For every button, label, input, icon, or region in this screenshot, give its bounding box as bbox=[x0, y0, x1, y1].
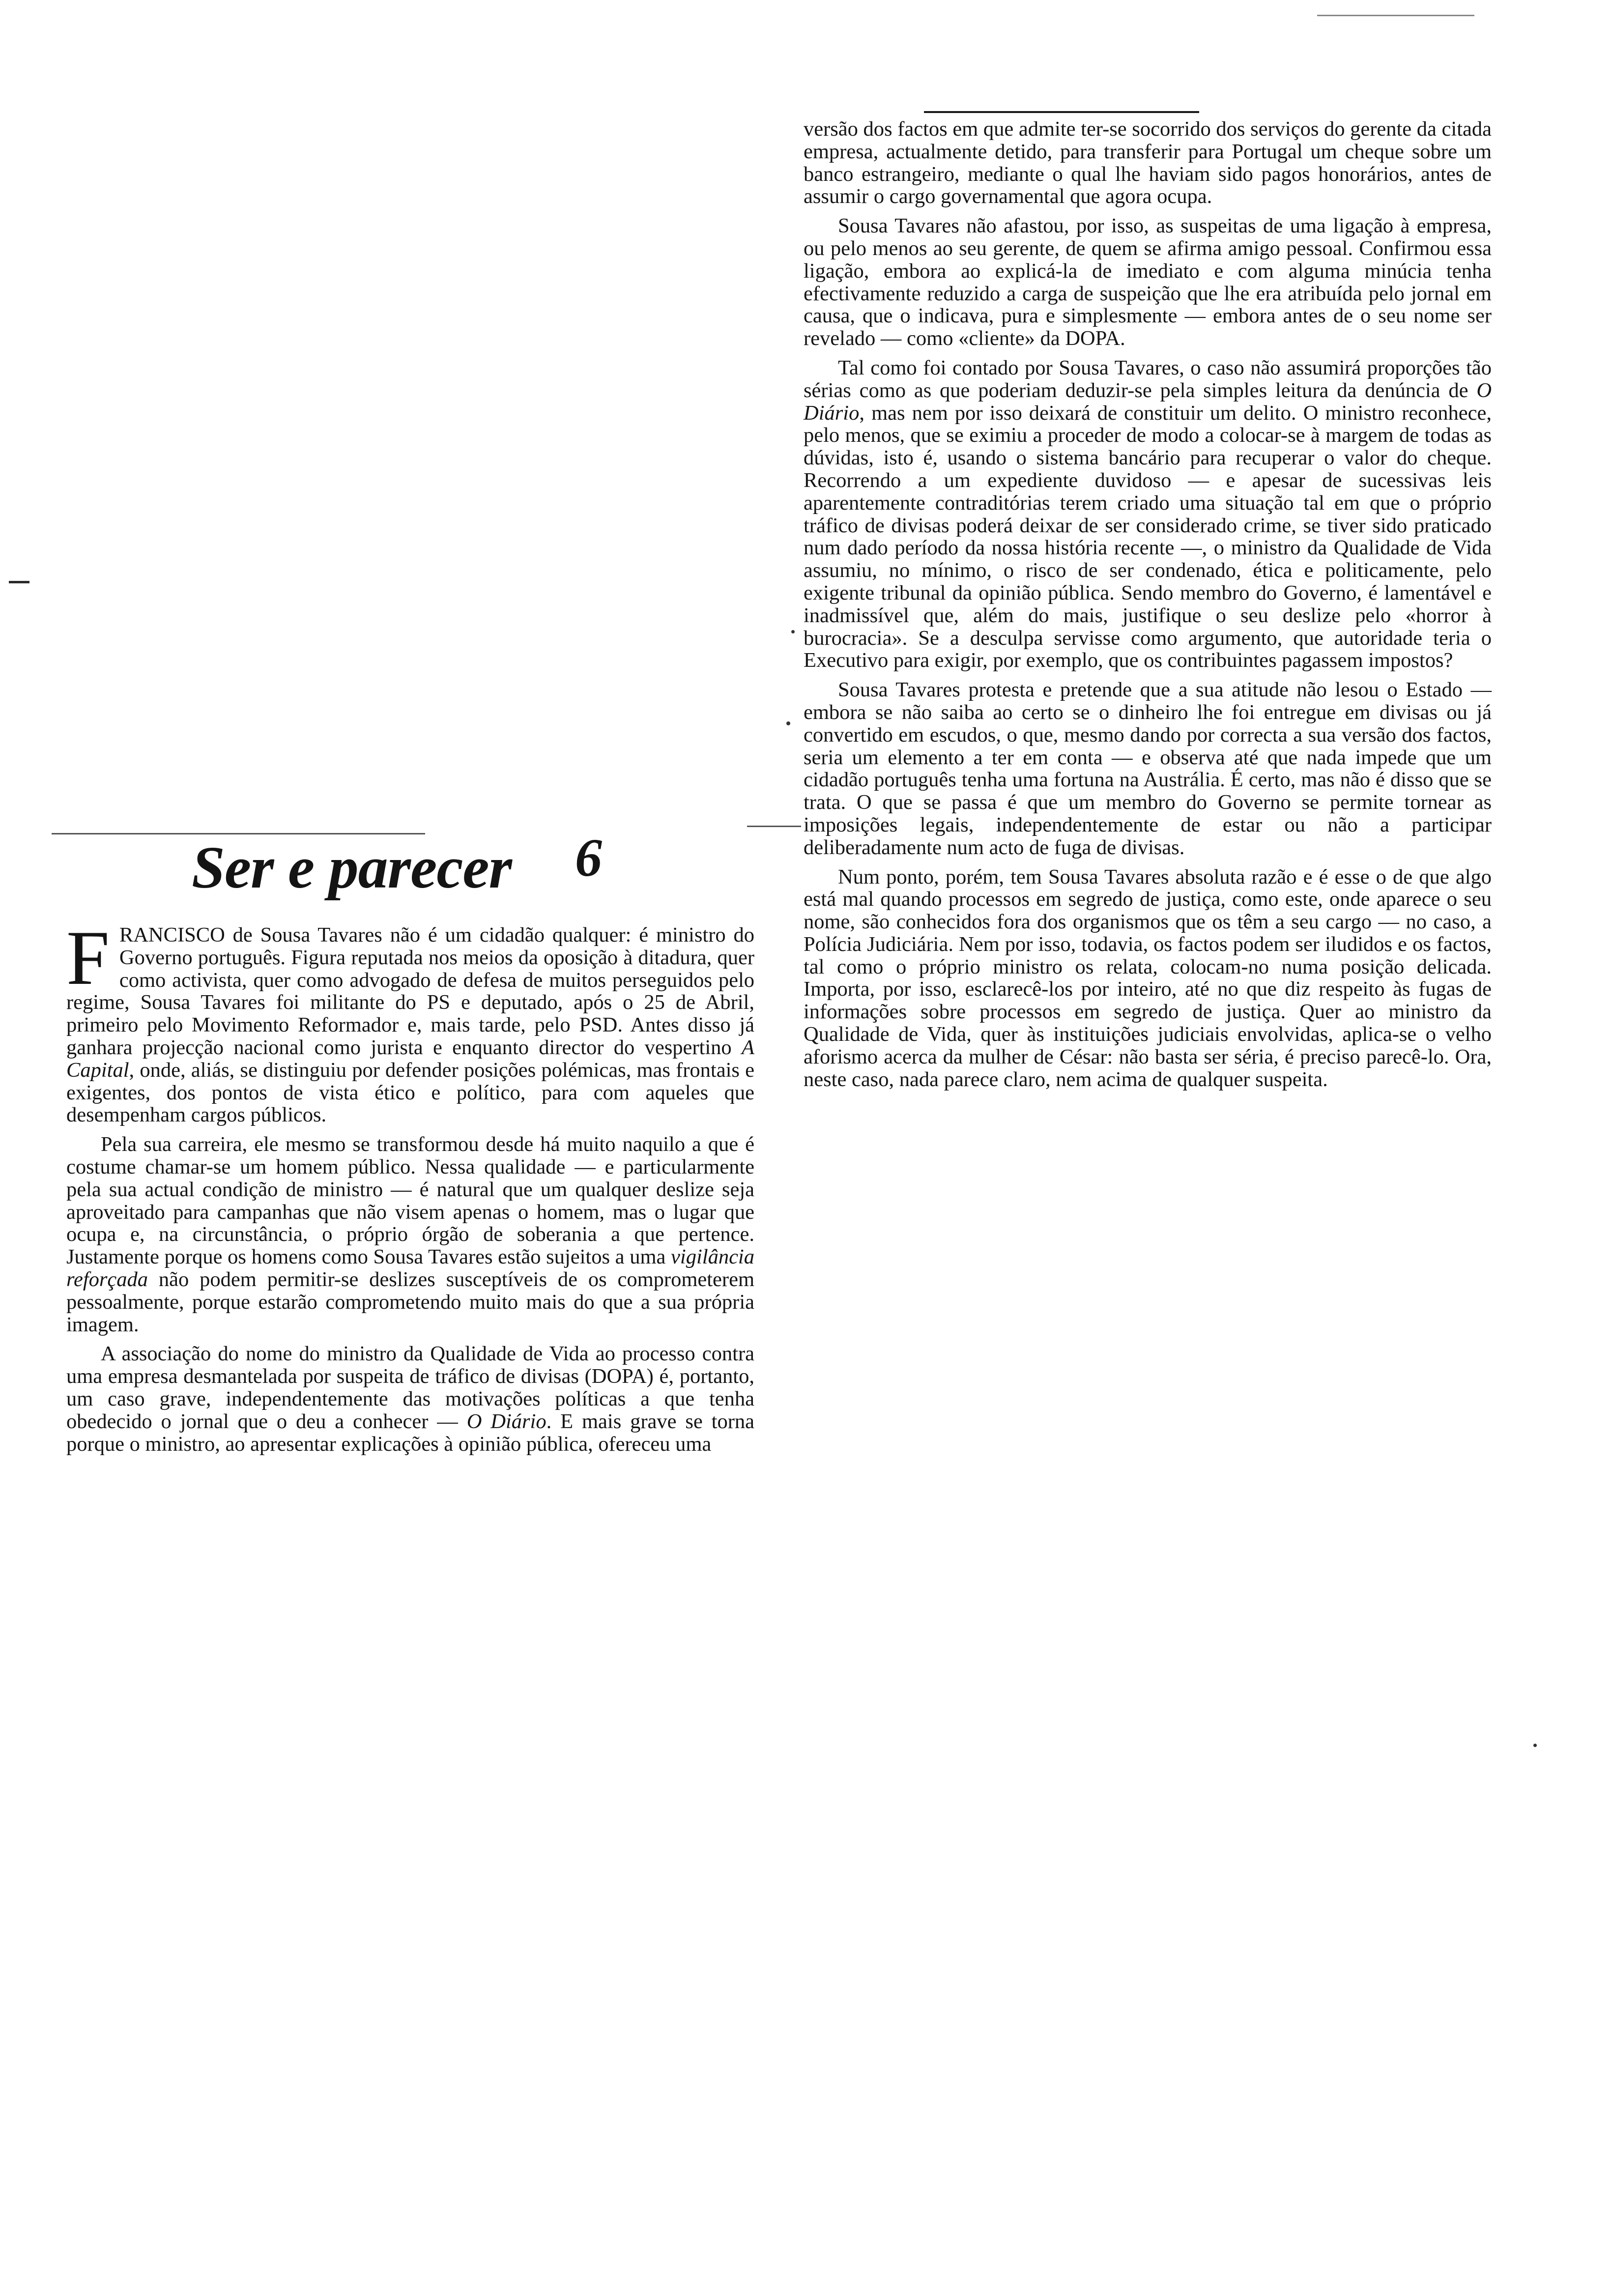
paragraph: Num ponto, porém, tem Sousa Tavares absoluta razão e é esse o de que algo está mal quando processos em segredo de justiça, como este, onde aparece o seu nome, são conhecidos fora dos organismos que os têm a seu cargo — no caso, a Polícia Judiciária. Nem por isso, todavia, os factos podem ser iludidos e os factos, tal como o próprio ministro os relata, colocam-no numa posição delicada. Importa, por isso, esclarecê-los por inteiro, até no que diz respeito às fugas de informações sobre processos em segredo de justiça. Quer ao ministro da Qualidade de Vida, quer às instituições judiciais envolvidas, aplica-se o velho aforismo acerca da mulher de César: não basta ser séria, é preciso parecê-lo. Ora, neste caso, nada parece claro, nem acima de qualquer suspeita. bbox=[804, 865, 1492, 1091]
lead-tail: , onde, aliás, se distinguiu por defender posições polémicas, mas frontais e exigentes, dos pontos de vista ético e político, para com aqueles que desempenham cargos públicos. bbox=[66, 1058, 754, 1127]
paragraph: Sousa Tavares não afastou, por isso, as suspeitas de uma ligação à empresa, ou pelo menos ao seu gerente, de quem se afirma amigo pessoal. Confirmou essa ligação, embora ao explicá-la de imediato e com alguma minúcia tenha efectivamente reduzido a carga de suspeição que lhe era atribuída pelo jornal em causa, que o indicava, pura e simplesmente — embora antes de o seu nome ser revelado — como «cliente» da DOPA. bbox=[804, 214, 1492, 350]
lead-paragraph bbox=[66, 915, 754, 1127]
paragraph-emphasis: O Diário bbox=[804, 378, 1492, 425]
left-edge-mark bbox=[9, 581, 29, 583]
paragraph-emphasis: vigilância reforçada bbox=[66, 1245, 754, 1291]
top-scan-line bbox=[1317, 15, 1474, 16]
paragraph-emphasis: O Diário bbox=[466, 1409, 547, 1433]
top-rule bbox=[924, 111, 1199, 113]
article-right-column bbox=[804, 118, 1492, 1097]
paragraph bbox=[66, 1133, 754, 1336]
speck bbox=[1533, 1744, 1537, 1747]
paragraph: Sousa Tavares protesta e pretende que a sua atitude não lesou o Estado — embora se não saiba ao certo se o dinheiro lhe foi entregue em divisas ou já convertido em escudos, o que, mesmo dando por correcta a sua versão dos factos, seria um elemento a ter em conta — e observa até que nada impede que um cidadão português tenha uma fortuna na Austrália. É certo, mas não é disso que se trata. O que se passa é que um membro do Governo se permite tornear as imposições legais, independentemente de estar ou não a participar deliberadamente num acto de fuga de divisas. bbox=[804, 678, 1492, 859]
speck bbox=[791, 630, 795, 633]
speck bbox=[786, 721, 790, 725]
headline-rule-right bbox=[747, 826, 801, 827]
headline: Ser e parecer bbox=[192, 834, 512, 901]
drop-cap: F bbox=[66, 915, 110, 1001]
paragraph: versão dos factos em que admite ter-se socorrido dos serviços do gerente da citada empresa, actualmente detido, para transferir para Portugal um cheque sobre um banco estrangeiro, mediante o qual lhe haviam sido pagos honorários, antes de assumir o cargo governamental que agora ocupa. bbox=[804, 117, 1492, 208]
article-left-column bbox=[66, 915, 755, 1462]
lead-text: RANCISCO de Sousa Tavares não é um cidadão qualquer: é ministro do Governo português. Figura reputada nos meios da oposição à ditadura, quer como activista, quer como advogado de defesa de muitos perseguidos pelo regime, Sousa Tavares foi militante do PS e deputado, após o 25 de Abril, primeiro pelo Movimento Reformador e, mais tarde, pelo PSD. Antes disso já ganhara projecção nacional como jurista e enquanto director do vespertino bbox=[66, 923, 754, 1059]
handwritten-mark: 6 bbox=[575, 828, 602, 888]
paragraph-tail: . E mais grave se torna porque o ministro, ao apresentar explicações à opinião pública, ofereceu uma bbox=[66, 1409, 755, 1456]
paragraph-tail: não podem permitir-se deslizes susceptíveis de os comprometerem pessoalmente, porque estarão comprometendo muito mais do que a sua própria imagem. bbox=[66, 1267, 754, 1336]
paragraph-text: Tal como foi contado por Sousa Tavares, o caso não assumirá proporções tão sérias como as que poderiam deduzir-se pela simples leitura da denúncia de bbox=[804, 356, 1492, 402]
paragraph bbox=[804, 357, 1492, 672]
paragraph-text: A associação do nome do ministro da Qualidade de Vida ao processo contra uma empresa desmantelada por suspeita de tráfico de divisas (DOPA) é, portanto, um caso grave, independentemente das motivações políticas a que tenha obedecido o jornal que o deu a conhecer — bbox=[66, 1342, 754, 1433]
paragraph bbox=[66, 1343, 754, 1455]
paragraph-text: Pela sua carreira, ele mesmo se transformou desde há muito naquilo a que é costume chamar-se um homem público. Nessa qualidade — e particularmente pela sua actual condição de ministro — é natural que um qualquer deslize seja aproveitado para campanhas que não visem apenas o homem, mas o lugar que ocupa e, na circunstância, o próprio órgão de soberania a que pertence. Justamente porque os homens como Sousa Tavares estão sujeitos a uma bbox=[66, 1133, 754, 1269]
lead-emphasis: A Capital bbox=[66, 1035, 754, 1082]
paragraph-tail: , mas nem por isso deixará de constituir um delito. O ministro reconhece, pelo menos, que se eximiu a proceder de modo a colocar-se à margem de todas as dúvidas, isto é, usando o sistema bancário para recuperar o valor do cheque. Recorrendo a um expediente duvidoso — e apesar de sucessivas leis aparentemente contraditórias terem criado uma situação tal em que o próprio tráfico de divisas poderá deixar de ser considerado crime, se tiver sido praticado num dado período da nossa história recente —, o ministro da Qualidade de Vida assumiu, no mínimo, o risco de ser condenado, ética e politicamente, pelo exigente tribunal da opinião pública. Sendo membro do Governo, é lamentável e inadmissível que, além do mais, justifique o seu deslize pelo «horror à burocracia». Se a desculpa servisse como argumento, que autoridade teria o Executivo para exigir, por exemplo, que os contribuintes pagassem impostos? bbox=[804, 401, 1492, 672]
